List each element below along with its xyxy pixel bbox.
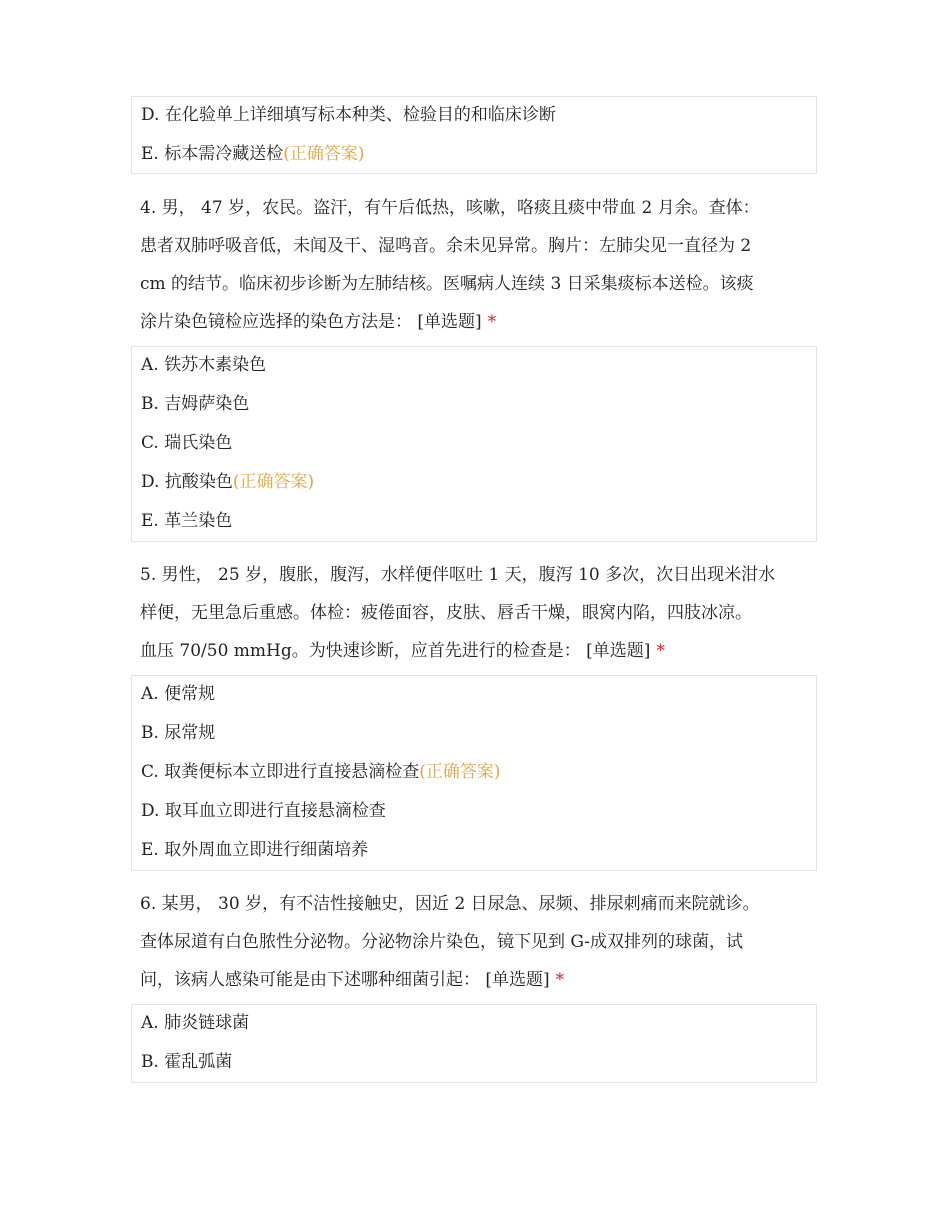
q5-option-d[interactable] [141,799,386,823]
q4-option-b[interactable] [141,392,249,416]
option-text: B. 吉姆萨染色 [141,394,250,414]
correct-answer-tag: (正确答案) [232,472,315,492]
question-text: 涂片染色镜检应选择的染色方法是： [单选题] [140,312,482,332]
question-line: 6. 某男， 30 岁，有不洁性接触史，因近 2 日尿急、尿频、排尿刺痛而来院就诊。 [140,894,760,914]
question-line: 查体尿道有白色脓性分泌物。分泌物涂片染色，镜下见到 G-成双排列的球菌，试 [140,932,744,952]
q4-option-a[interactable] [141,353,266,377]
q6-option-b[interactable] [141,1050,232,1074]
option-text: B. 霍乱弧菌 [141,1052,233,1072]
question-text: 问，该病人感染可能是由下述哪种细菌引起： [单选题] [140,970,550,990]
option-text: D. 取耳血立即进行直接悬滴检查 [141,801,386,821]
q6-option-a[interactable] [141,1011,249,1035]
q4-option-c[interactable] [141,431,232,455]
q3-option-e[interactable] [141,142,364,166]
q5-options [131,675,817,871]
option-text: C. 取粪便标本立即进行直接悬滴检查 [141,762,420,782]
question-line: 患者双肺呼吸音低，未闻及干、湿鸣音。余未见异常。胸片：左肺尖见一直径为 2 [140,236,752,256]
q5-option-c[interactable] [141,760,500,784]
option-text: E. 革兰染色 [141,511,233,531]
q5-option-a[interactable] [141,682,215,706]
required-mark: * [555,970,565,990]
question-text: 血压 70/50 mmHg。为快速诊断，应首先进行的检查是： [单选题] [140,641,651,661]
option-text: B. 尿常规 [141,723,216,743]
option-text: E. 标本需冷藏送检 [141,144,284,164]
option-text: D. 抗酸染色 [141,472,233,492]
q3-option-d[interactable] [141,103,556,127]
q6-options [131,1004,817,1083]
option-text: A. 肺炎链球菌 [141,1013,250,1033]
question-line: 4. 男， 47 岁，农民。盗汗，有午后低热，咳嗽，咯痰且痰中带血 2 月余。查体： [140,198,760,218]
option-text: D. 在化验单上详细填写标本种类、检验目的和临床诊断 [141,105,556,125]
correct-answer-tag: (正确答案) [283,144,365,164]
question-line [140,968,564,992]
required-mark: * [487,312,497,332]
q4-option-e[interactable] [141,509,232,533]
option-text: A. 便常规 [141,684,216,704]
question-line: 样便，无里急后重感。体检：疲倦面容，皮肤、唇舌干燥，眼窝内陷，四肢冰凉。 [140,603,752,623]
q4-option-d[interactable] [141,470,314,494]
question-line: 5. 男性， 25 岁，腹胀，腹泻，水样便伴呕吐 1 天，腹泻 10 多次，次日出现米泔水 [140,565,776,585]
option-text: E. 取外周血立即进行细菌培养 [141,840,369,860]
question-line [140,310,496,334]
q5-option-b[interactable] [141,721,215,745]
q3-options [131,96,817,174]
required-mark: * [656,641,665,661]
question-line: cm 的结节。临床初步诊断为左肺结核。医嘱病人连续 3 日采集痰标本送检。该痰 [140,274,754,294]
correct-answer-tag: (正确答案) [419,762,501,782]
question-line [140,639,665,663]
option-text: C. 瑞氏染色 [141,433,233,453]
q4-options [131,346,817,542]
option-text: A. 铁苏木素染色 [141,355,267,375]
q5-option-e[interactable] [141,838,368,862]
